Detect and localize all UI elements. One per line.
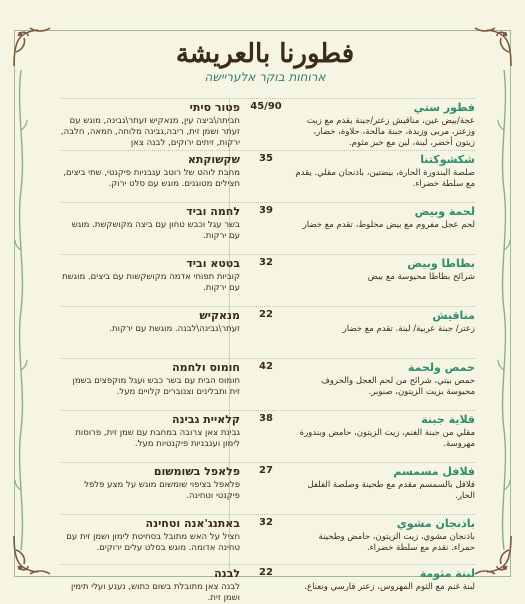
item-price: 22: [259, 309, 273, 320]
hebrew-column: [60, 517, 240, 554]
hebrew-item-title: לבנה: [214, 567, 240, 580]
hebrew-item-title: שקשוקתא: [187, 153, 240, 166]
hebrew-item-description: בשר עגל וכבש טחון עם ביצה מקושקשת. מוגש עם ירקות.: [71, 220, 240, 241]
hebrew-column: [60, 101, 240, 149]
arabic-item-description: باذنجان مشوي، زيت الزيتون، حامض وطحينة حمراء. تقدم مع سلطة خضراء.: [318, 532, 475, 553]
menu-item: [60, 98, 475, 150]
arabic-item-description: حمص بيتي، شرائح من لحم العجل والخروف محيوسة بزيت الزيتون، صنوبر.: [320, 376, 475, 397]
arabic-item-description: لحم عجل مفروم مع بيض مخلوط، تقدم مع خضار: [302, 220, 475, 230]
arabic-item-title: فلافل مسمسم: [393, 465, 475, 478]
arabic-column: [292, 413, 475, 450]
hebrew-item-description: חביתה\ביצה עין, מנאקיש זעתר\גבינה, מוגש עם זעתר ושמן זית, ריבה,גבינה מלוחה, חמאה, חלבה, ירקות, זיתים ירוקים, לבנה צאן: [60, 116, 240, 148]
arabic-item-description: مقلي من جبنة الغنم، زيت الزيتون، حامض وبندورة مهروسة.: [299, 428, 475, 449]
arabic-item-title: لحمة وبيض: [414, 205, 475, 218]
hebrew-column: [60, 413, 240, 450]
menu-item: [60, 358, 475, 410]
arabic-item-description: صلصة البندورة الحارة، بيضتين، باذنجان مقلي. يقدم مع سلطة خضراء.: [295, 168, 475, 189]
menu-item: [60, 306, 475, 358]
item-price: 38: [259, 413, 273, 424]
menu-list: [60, 98, 475, 603]
arabic-column: [292, 567, 475, 593]
hebrew-column: [60, 465, 240, 502]
arabic-column: [292, 257, 475, 283]
arabic-item-title: حمص ولحمة: [407, 361, 475, 374]
item-price: 39: [259, 205, 273, 216]
arabic-column: [292, 517, 475, 554]
hebrew-item-description: לבנה צאן מתובלת בשום כתוש, נענע ועלי תימין ושמן זית.: [71, 582, 240, 603]
arabic-item-description: زعتر/ جبنة عربية/ لبنة. تقدم مع خضار: [342, 324, 475, 334]
arabic-column: [292, 205, 475, 231]
menu-item: [60, 202, 475, 254]
arabic-item-title: باذنجان مشوي: [396, 517, 475, 530]
item-price: 32: [259, 257, 273, 268]
hebrew-column: [60, 153, 240, 190]
hebrew-item-title: פטור סיתי: [189, 101, 240, 114]
arabic-item-title: لبنة مثومة: [419, 567, 475, 580]
hebrew-column: [60, 309, 240, 335]
arabic-item-description: فلافل بالسمسم مقدم مع طحينة وصلصة الفلفل الحار.: [307, 480, 475, 501]
arabic-item-title: قلاية جبنة: [421, 413, 475, 426]
item-price: 42: [259, 361, 273, 372]
item-price: 27: [259, 465, 273, 476]
arabic-item-description: شرائح بطاطا محيوسة مع بيض: [367, 272, 475, 282]
hebrew-item-title: מנאקיש: [199, 309, 240, 322]
hebrew-column: [60, 257, 240, 294]
menu-title: فطورنا بالعريشة: [175, 39, 355, 69]
hebrew-item-title: חומוס ולחמה: [172, 361, 240, 374]
arabic-item-description: لبنة غنم مع الثوم المهروس، زعتر فارسي ونعناع.: [304, 582, 475, 592]
left-vine-ornament: [14, 70, 28, 550]
hebrew-item-description: חציל על האש מתובל בסחיטת לימון ושמן זית עם טחינה אדומה. מוגש בסלט עלים ירוקים.: [66, 532, 240, 553]
right-vine-ornament: [497, 70, 511, 550]
item-price: 35: [259, 153, 273, 164]
hebrew-item-description: מחבת לוהט של רוטב עגבניות פיקנטי, שתי ביצים, חצילים מטוגנים. מוגש עם סלט ירוק.: [63, 168, 240, 189]
hebrew-column: [60, 205, 240, 242]
menu-item: [60, 564, 475, 603]
arabic-column: [292, 153, 475, 190]
hebrew-item-title: באתנג'אנה וטחינה: [145, 517, 240, 530]
hebrew-item-title: לחמה וביד: [186, 205, 240, 218]
menu-header: [150, 40, 380, 100]
hebrew-item-title: קלאיית גבינה: [172, 413, 240, 426]
item-price: 32: [259, 517, 273, 528]
arabic-item-title: مناقيش: [432, 309, 475, 322]
hebrew-item-description: זעתר\גבינה\לבנה. מוגשת עם ירקות.: [109, 324, 240, 334]
hebrew-item-description: פלאפל בציפוי שומשום מוגש על מצע פלפל פיקנטי וטחינה.: [84, 480, 240, 501]
menu-item: [60, 462, 475, 514]
hebrew-item-title: פלאפל בשומשום: [153, 465, 240, 478]
hebrew-column: [60, 567, 240, 604]
menu-item: [60, 254, 475, 306]
hebrew-item-title: בטטא וביד: [186, 257, 240, 270]
hebrew-column: [60, 361, 240, 398]
item-price: 45/90: [250, 101, 282, 112]
arabic-item-description: عجة/بيض عين، مناقيش زعتر/جبنة يقدم مع زيت وزعتر، مربى وزبدة، جبنة مالحة، حلاوة، خضار، زيتون أخضر، لبنة، لبن مع خبز مثوم.: [306, 116, 475, 148]
arabic-item-title: فطور ستي: [413, 101, 475, 114]
item-price: 22: [259, 567, 273, 578]
hebrew-item-description: קוביות תפוחי אדמה מקושקשות עם ביצים. מוגשת עם ירקות.: [62, 272, 240, 293]
hebrew-item-description: גבינת צאן צרובה במחבת עם שמן זית, פרוסות לימון ועגבניות פיקנטיות מעל.: [75, 428, 240, 449]
menu-item: [60, 150, 475, 202]
arabic-item-title: شكشوكتنا: [420, 153, 475, 166]
arabic-column: [292, 309, 475, 335]
menu-subtitle: ארוחות בוקר אלעריישה: [204, 70, 326, 84]
arabic-column: [292, 101, 475, 149]
arabic-column: [292, 361, 475, 398]
corner-ornament-top-right: [471, 22, 517, 68]
menu-item: [60, 410, 475, 462]
arabic-item-title: بطاطا وبيض: [407, 257, 475, 270]
menu-item: [60, 514, 475, 566]
corner-ornament-top-left: [8, 22, 54, 68]
arabic-column: [292, 465, 475, 502]
hebrew-item-description: חומוס הבית עם בשר כבש ועגל מוקפצים בשמן זית ותבלינים וצנוברים קלויים מעל.: [72, 376, 240, 397]
